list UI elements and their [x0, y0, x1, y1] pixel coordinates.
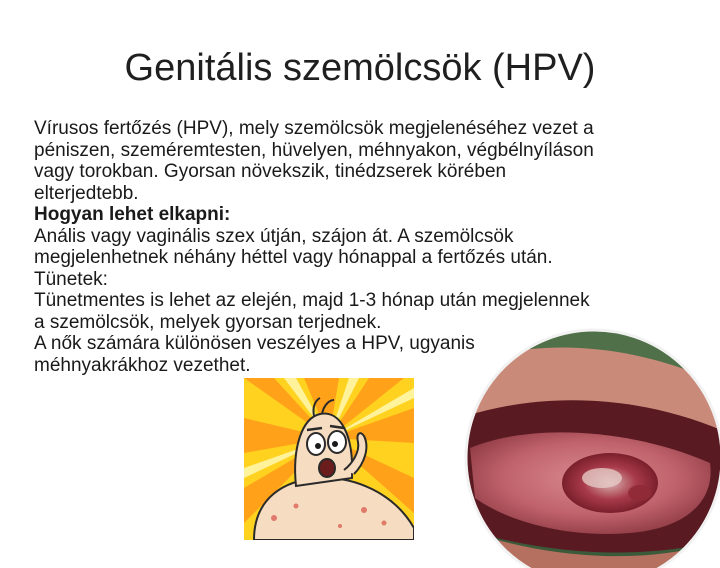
slide-title: Genitális szemölcsök (HPV): [124, 47, 596, 89]
paragraph-description: Vírusos fertőzés (HPV), mely szemölcsök megjelenéséhez vezet a péniszen, szeméremtesten, hüvelyen, méhnyakon, végbélnyíláson vagy torokban. Gyorsan növekszik, tinédzserek körében elterjedtebb.: [34, 118, 594, 204]
paragraph-symptoms: Tünetmentes is lehet az elején, majd 1-3 hónap után megjelennek a szemölcsök, melyek gyorsan terjednek.: [34, 290, 590, 333]
tongue-lesion-photo: [460, 328, 720, 568]
paragraph-transmission: Anális vagy vaginális szex útján, szájon át. A szemölcsök megjelenhetnek néhány héttel vagy hónappal a fertőzés után.: [34, 225, 553, 268]
paragraph-women-risk: A nők számára különösen veszélyes a HPV, ugyanis méhnyakrákhoz vezethet.: [34, 333, 475, 376]
heading-symptoms: Tünetek:: [34, 268, 108, 290]
shocked-cartoon-image: [244, 378, 414, 540]
heading-transmission: Hogyan lehet elkapni:: [34, 204, 231, 225]
